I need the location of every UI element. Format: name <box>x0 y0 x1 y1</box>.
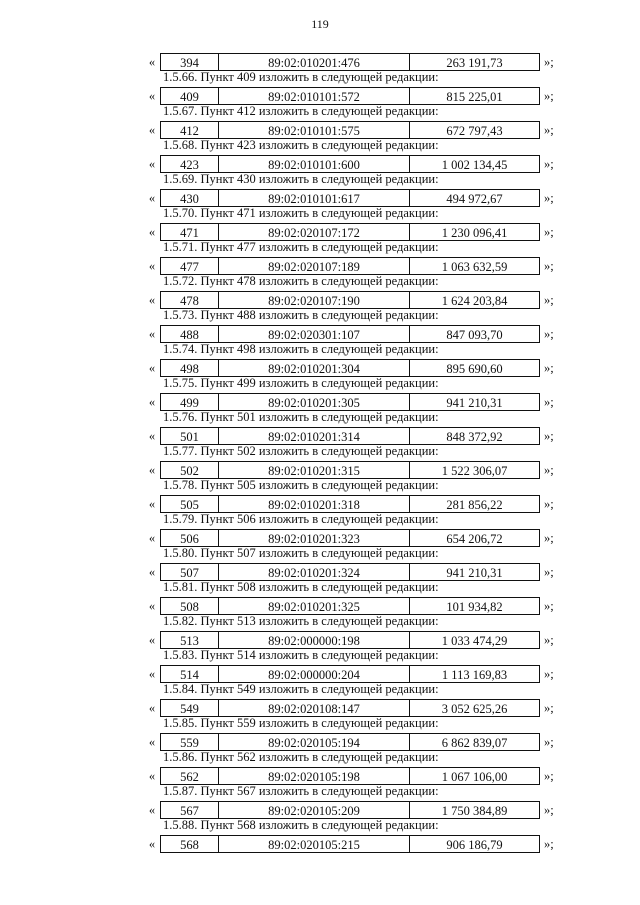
table-row-cells <box>160 597 540 615</box>
cadastral-number: 89:02:010101:575 <box>219 122 410 138</box>
close-quote: »; <box>544 735 554 749</box>
table-row <box>0 767 640 785</box>
amendment-heading: 1.5.84. Пункт 549 изложить в следующей редакции: <box>163 682 439 696</box>
open-quote: « <box>148 293 156 307</box>
table-row-cells <box>160 427 540 445</box>
table-row-cells <box>160 529 540 547</box>
cadastral-value: 1 750 384,89 <box>441 804 508 818</box>
close-quote: »; <box>544 55 554 69</box>
table-row <box>0 359 640 377</box>
table-row-cells <box>160 393 540 411</box>
table-row <box>0 257 640 275</box>
amendment-heading: 1.5.71. Пункт 477 изложить в следующей редакции: <box>163 240 439 254</box>
cadastral-value: 6 862 839,07 <box>441 736 508 750</box>
cadastral-value: 494 972,67 <box>446 192 503 206</box>
cadastral-value: 1 063 632,59 <box>441 260 508 274</box>
table-row <box>0 801 640 819</box>
cadastral-value: 848 372,92 <box>446 430 503 444</box>
table-row-cells <box>160 835 540 853</box>
cadastral-number: 89:02:020301:107 <box>219 326 410 342</box>
open-quote: « <box>148 259 156 273</box>
table-row <box>0 87 640 105</box>
open-quote: « <box>148 497 156 511</box>
table-row-cells <box>160 495 540 513</box>
open-quote: « <box>148 667 156 681</box>
item-number: 559 <box>161 734 219 750</box>
item-number: 567 <box>161 802 219 818</box>
cadastral-number: 89:02:000000:204 <box>219 666 410 682</box>
open-quote: « <box>148 837 156 851</box>
item-number: 394 <box>161 54 219 70</box>
table-row-cells <box>160 631 540 649</box>
close-quote: »; <box>544 327 554 341</box>
cadastral-value: 815 225,01 <box>446 90 503 104</box>
item-number: 488 <box>161 326 219 342</box>
close-quote: »; <box>544 837 554 851</box>
open-quote: « <box>148 191 156 205</box>
table-row <box>0 291 640 309</box>
cadastral-number: 89:02:010201:323 <box>219 530 410 546</box>
table-row <box>0 563 640 581</box>
close-quote: »; <box>544 599 554 613</box>
table-row-cells <box>160 325 540 343</box>
table-row <box>0 325 640 343</box>
amendment-heading: 1.5.72. Пункт 478 изложить в следующей редакции: <box>163 274 439 288</box>
close-quote: »; <box>544 123 554 137</box>
cadastral-value: 895 690,60 <box>446 362 503 376</box>
cadastral-number: 89:02:010201:304 <box>219 360 410 376</box>
cadastral-value: 941 210,31 <box>446 566 503 580</box>
cadastral-value: 1 230 096,41 <box>441 226 508 240</box>
close-quote: »; <box>544 259 554 273</box>
table-row-cells <box>160 801 540 819</box>
item-number: 505 <box>161 496 219 512</box>
cadastral-value: 941 210,31 <box>446 396 503 410</box>
cadastral-value: 1 033 474,29 <box>441 634 508 648</box>
close-quote: »; <box>544 769 554 783</box>
cadastral-number: 89:02:010201:324 <box>219 564 410 580</box>
open-quote: « <box>148 769 156 783</box>
table-row <box>0 631 640 649</box>
cadastral-number: 89:02:020108:147 <box>219 700 410 716</box>
item-number: 477 <box>161 258 219 274</box>
table-row <box>0 529 640 547</box>
close-quote: »; <box>544 633 554 647</box>
item-number: 501 <box>161 428 219 444</box>
table-row-cells <box>160 733 540 751</box>
close-quote: »; <box>544 497 554 511</box>
table-row <box>0 393 640 411</box>
open-quote: « <box>148 395 156 409</box>
close-quote: »; <box>544 361 554 375</box>
item-number: 423 <box>161 156 219 172</box>
amendment-heading: 1.5.87. Пункт 567 изложить в следующей редакции: <box>163 784 439 798</box>
cadastral-number: 89:02:020105:194 <box>219 734 410 750</box>
table-row <box>0 733 640 751</box>
open-quote: « <box>148 531 156 545</box>
cadastral-number: 89:02:010101:600 <box>219 156 410 172</box>
item-number: 478 <box>161 292 219 308</box>
cadastral-number: 89:02:010201:318 <box>219 496 410 512</box>
table-row-cells <box>160 87 540 105</box>
table-row-cells <box>160 665 540 683</box>
item-number: 430 <box>161 190 219 206</box>
cadastral-number: 89:02:010101:572 <box>219 88 410 104</box>
amendment-heading: 1.5.86. Пункт 562 изложить в следующей редакции: <box>163 750 439 764</box>
item-number: 508 <box>161 598 219 614</box>
open-quote: « <box>148 89 156 103</box>
cadastral-value: 1 522 306,07 <box>441 464 508 478</box>
cadastral-number: 89:02:010201:305 <box>219 394 410 410</box>
amendment-heading: 1.5.82. Пункт 513 изложить в следующей редакции: <box>163 614 439 628</box>
item-number: 499 <box>161 394 219 410</box>
open-quote: « <box>148 565 156 579</box>
close-quote: »; <box>544 463 554 477</box>
item-number: 409 <box>161 88 219 104</box>
cadastral-value: 1 624 203,84 <box>441 294 508 308</box>
amendment-heading: 1.5.77. Пункт 502 изложить в следующей редакции: <box>163 444 439 458</box>
amendment-heading: 1.5.78. Пункт 505 изложить в следующей редакции: <box>163 478 439 492</box>
item-number: 506 <box>161 530 219 546</box>
item-number: 502 <box>161 462 219 478</box>
table-row <box>0 427 640 445</box>
close-quote: »; <box>544 565 554 579</box>
table-row <box>0 495 640 513</box>
open-quote: « <box>148 429 156 443</box>
cadastral-number: 89:02:010201:315 <box>219 462 410 478</box>
cadastral-value: 1 067 106,00 <box>441 770 508 784</box>
item-number: 471 <box>161 224 219 240</box>
table-row-cells <box>160 359 540 377</box>
table-row <box>0 189 640 207</box>
table-row-cells <box>160 53 540 71</box>
cadastral-value: 654 206,72 <box>446 532 503 546</box>
open-quote: « <box>148 735 156 749</box>
item-number: 507 <box>161 564 219 580</box>
cadastral-number: 89:02:010201:325 <box>219 598 410 614</box>
close-quote: »; <box>544 429 554 443</box>
amendment-heading: 1.5.70. Пункт 471 изложить в следующей редакции: <box>163 206 439 220</box>
amendment-heading: 1.5.73. Пункт 488 изложить в следующей редакции: <box>163 308 439 322</box>
cadastral-number: 89:02:020107:190 <box>219 292 410 308</box>
table-row <box>0 665 640 683</box>
close-quote: »; <box>544 667 554 681</box>
table-row <box>0 597 640 615</box>
item-number: 562 <box>161 768 219 784</box>
open-quote: « <box>148 225 156 239</box>
amendment-heading: 1.5.79. Пункт 506 изложить в следующей редакции: <box>163 512 439 526</box>
open-quote: « <box>148 633 156 647</box>
cadastral-value: 1 113 169,83 <box>441 668 508 682</box>
item-number: 412 <box>161 122 219 138</box>
table-row-cells <box>160 121 540 139</box>
item-number: 514 <box>161 666 219 682</box>
table-row-cells <box>160 291 540 309</box>
table-row <box>0 835 640 853</box>
close-quote: »; <box>544 395 554 409</box>
cadastral-number: 89:02:010201:314 <box>219 428 410 444</box>
cadastral-value: 1 002 134,45 <box>441 158 508 172</box>
close-quote: »; <box>544 701 554 715</box>
table-row <box>0 223 640 241</box>
amendment-heading: 1.5.83. Пункт 514 изложить в следующей редакции: <box>163 648 439 662</box>
amendment-heading: 1.5.75. Пункт 499 изложить в следующей редакции: <box>163 376 439 390</box>
open-quote: « <box>148 463 156 477</box>
cadastral-value: 906 186,79 <box>446 838 503 852</box>
table-row <box>0 461 640 479</box>
close-quote: »; <box>544 531 554 545</box>
cadastral-number: 89:02:020107:172 <box>219 224 410 240</box>
cadastral-number: 89:02:020107:189 <box>219 258 410 274</box>
open-quote: « <box>148 803 156 817</box>
open-quote: « <box>148 327 156 341</box>
open-quote: « <box>148 123 156 137</box>
cadastral-number: 89:02:000000:198 <box>219 632 410 648</box>
close-quote: »; <box>544 225 554 239</box>
cadastral-value: 847 093,70 <box>446 328 503 342</box>
cadastral-value: 3 052 625,26 <box>441 702 508 716</box>
amendment-heading: 1.5.74. Пункт 498 изложить в следующей редакции: <box>163 342 439 356</box>
cadastral-value: 263 191,73 <box>446 56 503 70</box>
table-row-cells <box>160 461 540 479</box>
close-quote: »; <box>544 191 554 205</box>
table-row <box>0 121 640 139</box>
cadastral-number: 89:02:010101:617 <box>219 190 410 206</box>
amendment-heading: 1.5.76. Пункт 501 изложить в следующей редакции: <box>163 410 439 424</box>
close-quote: »; <box>544 157 554 171</box>
amendment-heading: 1.5.67. Пункт 412 изложить в следующей редакции: <box>163 104 439 118</box>
open-quote: « <box>148 55 156 69</box>
amendment-heading: 1.5.68. Пункт 423 изложить в следующей редакции: <box>163 138 439 152</box>
item-number: 513 <box>161 632 219 648</box>
amendment-heading: 1.5.80. Пункт 507 изложить в следующей редакции: <box>163 546 439 560</box>
table-row-cells <box>160 189 540 207</box>
close-quote: »; <box>544 803 554 817</box>
table-row-cells <box>160 257 540 275</box>
item-number: 498 <box>161 360 219 376</box>
cadastral-value: 672 797,43 <box>446 124 503 138</box>
item-number: 549 <box>161 700 219 716</box>
open-quote: « <box>148 599 156 613</box>
table-row-cells <box>160 699 540 717</box>
amendment-heading: 1.5.85. Пункт 559 изложить в следующей редакции: <box>163 716 439 730</box>
cadastral-number: 89:02:020105:215 <box>219 836 410 852</box>
amendment-heading: 1.5.69. Пункт 430 изложить в следующей редакции: <box>163 172 439 186</box>
item-number: 568 <box>161 836 219 852</box>
open-quote: « <box>148 701 156 715</box>
cadastral-number: 89:02:010201:476 <box>219 54 410 70</box>
open-quote: « <box>148 157 156 171</box>
amendment-heading: 1.5.88. Пункт 568 изложить в следующей редакции: <box>163 818 439 832</box>
table-row-cells <box>160 563 540 581</box>
table-row <box>0 53 640 71</box>
page-number: 119 <box>311 17 329 31</box>
close-quote: »; <box>544 293 554 307</box>
table-row-cells <box>160 767 540 785</box>
cadastral-value: 101 934,82 <box>446 600 503 614</box>
table-row-cells <box>160 223 540 241</box>
cadastral-number: 89:02:020105:209 <box>219 802 410 818</box>
table-row <box>0 699 640 717</box>
cadastral-number: 89:02:020105:198 <box>219 768 410 784</box>
cadastral-value: 281 856,22 <box>446 498 503 512</box>
close-quote: »; <box>544 89 554 103</box>
open-quote: « <box>148 361 156 375</box>
amendment-heading: 1.5.81. Пункт 508 изложить в следующей редакции: <box>163 580 439 594</box>
table-row-cells <box>160 155 540 173</box>
amendment-heading: 1.5.66. Пункт 409 изложить в следующей редакции: <box>163 70 439 84</box>
table-row <box>0 155 640 173</box>
